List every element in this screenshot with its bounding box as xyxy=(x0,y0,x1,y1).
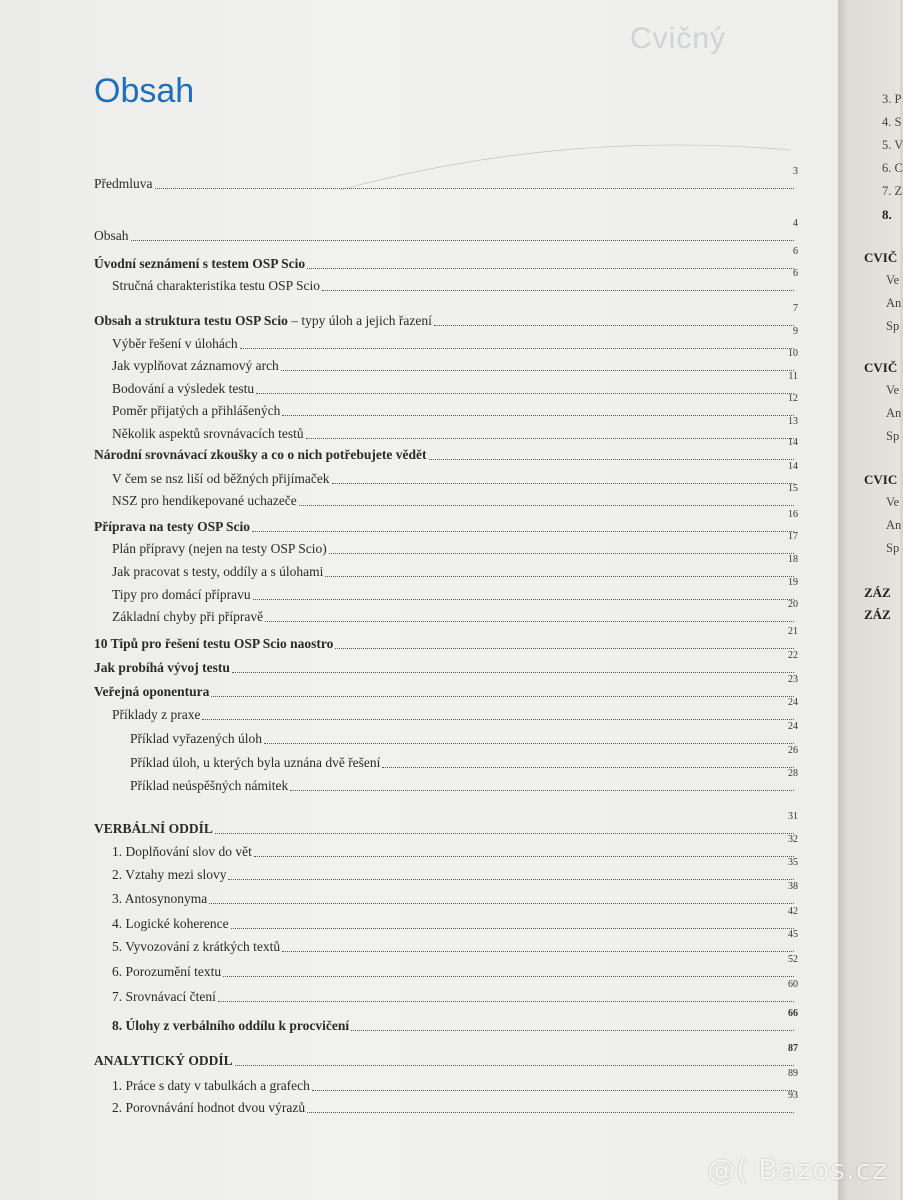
toc-leader-dots xyxy=(434,310,794,326)
toc-entry xyxy=(0,721,838,747)
toc-entry xyxy=(0,483,838,509)
adjacent-page-fragment: Sp xyxy=(886,429,900,443)
toc-entry xyxy=(0,1068,838,1094)
toc-entry xyxy=(0,348,838,374)
toc-entry xyxy=(0,650,838,676)
adjacent-page-fragment: ZÁZ xyxy=(864,607,891,622)
toc-entry-title: 8. Úlohy z verbálního oddílu k procvičení xyxy=(112,1018,350,1033)
toc-entry xyxy=(0,881,838,907)
toc-entry xyxy=(0,857,838,883)
toc-page-number: 45 xyxy=(788,929,798,940)
toc-entry-title: Příklady z praxe xyxy=(112,707,201,722)
toc-leader-dots xyxy=(228,864,794,880)
toc-page-number: 23 xyxy=(788,674,798,685)
adjacent-page xyxy=(838,0,903,1200)
toc-leader-dots xyxy=(307,253,794,269)
toc-page-number: 11 xyxy=(788,371,798,382)
adjacent-page-fragment: 7. Z xyxy=(882,184,903,198)
toc-entry-title: Několik aspektů srovnávacích testů xyxy=(112,426,304,441)
toc-entry xyxy=(0,554,838,580)
toc-entry-title: Tipy pro domácí přípravu xyxy=(112,587,251,602)
toc-entry-title: Bodování a výsledek testu xyxy=(112,381,255,396)
toc-entry-title: Jak pracovat s testy, oddíly a s úlohami xyxy=(112,564,324,579)
toc-page-number: 42 xyxy=(788,906,798,917)
toc-entry xyxy=(0,1008,838,1034)
toc-leader-dots xyxy=(231,913,794,929)
toc-page-number: 32 xyxy=(788,834,798,845)
watermark: @( Bazos.cz xyxy=(707,1153,888,1186)
toc-entry-title: 10 Tipů pro řešení testu OSP Scio naostro xyxy=(94,636,334,651)
adjacent-page-fragment: Sp xyxy=(886,541,900,555)
toc-entry-title: Jak vyplňovat záznamový arch xyxy=(112,358,279,373)
toc-leader-dots xyxy=(240,333,794,349)
page-title: Obsah xyxy=(94,72,195,110)
toc-page-number: 14 xyxy=(788,461,798,472)
toc-entry-title: Příklad vyřazených úloh xyxy=(130,731,262,746)
toc-leader-dots xyxy=(253,584,794,600)
toc-entry xyxy=(0,303,838,329)
bleed-through-heading: Cvičný xyxy=(630,22,727,55)
toc-page-number: 20 xyxy=(788,599,798,610)
toc-page-number: 87 xyxy=(788,1043,798,1054)
toc-entry-title: Stručná charakteristika testu OSP Scio xyxy=(112,278,320,293)
toc-entry xyxy=(0,577,838,603)
toc-page-number: 89 xyxy=(788,1068,798,1079)
toc-entry-title: Příklad neúspěšných námitek xyxy=(130,778,289,793)
toc-page-number: 10 xyxy=(788,348,798,359)
toc-entry-title: 7. Srovnávací čtení xyxy=(112,989,216,1004)
toc-entry xyxy=(0,166,838,192)
toc-leader-dots xyxy=(332,468,794,484)
toc-page-number: 12 xyxy=(788,393,798,404)
toc-entry-title: Úvodní seznámení s testem OSP Scio xyxy=(94,256,306,271)
toc-entry xyxy=(0,326,838,352)
toc-leader-dots xyxy=(215,818,794,834)
adjacent-page-fragment: CVIC xyxy=(864,472,898,487)
toc-leader-dots xyxy=(312,1075,794,1091)
toc-page-number: 16 xyxy=(788,509,798,520)
toc-page-number: 18 xyxy=(788,554,798,565)
toc-entry-title: ANALYTICKÝ ODDÍL xyxy=(94,1053,233,1068)
toc-page-number: 9 xyxy=(793,326,798,337)
toc-page-number: 13 xyxy=(788,416,798,427)
toc-entry-title: Předmluva xyxy=(94,176,153,191)
toc-leader-dots xyxy=(281,355,794,371)
toc-entry xyxy=(0,745,838,771)
toc-page-number: 6 xyxy=(793,246,798,257)
toc-entry-title: 6. Porozumění textu xyxy=(112,964,222,979)
toc-entry-title: 1. Doplňování slov do vět xyxy=(112,844,252,859)
toc-entry xyxy=(0,1043,838,1069)
toc-entry-title: NSZ pro hendikepované uchazeče xyxy=(112,493,297,508)
toc-entry xyxy=(0,979,838,1005)
adjacent-page-fragment: CVIČ xyxy=(864,250,898,265)
toc-entry xyxy=(0,768,838,794)
toc-leader-dots xyxy=(265,606,794,622)
toc-entry-title: Veřejná oponentura xyxy=(94,684,210,699)
toc-entry xyxy=(0,811,838,837)
toc-leader-dots xyxy=(209,888,794,904)
toc-entry xyxy=(0,437,838,463)
toc-leader-dots xyxy=(299,490,794,506)
toc-entry xyxy=(0,929,838,955)
toc-entry xyxy=(0,371,838,397)
toc-leader-dots xyxy=(322,275,794,291)
toc-page-number: 24 xyxy=(788,721,798,732)
toc-entry-title: 5. Vyvozování z krátkých textů xyxy=(112,939,281,954)
toc-entry-title: 4. Logické koherence xyxy=(112,916,229,931)
toc-leader-dots xyxy=(429,444,794,460)
toc-leader-dots xyxy=(306,423,794,439)
toc-leader-dots xyxy=(282,936,794,952)
toc-page-number: 3 xyxy=(793,166,798,177)
adjacent-page-fragment: 4. S xyxy=(882,115,902,129)
toc-leader-dots xyxy=(252,516,794,532)
toc-leader-dots xyxy=(232,657,794,673)
toc-entry xyxy=(0,531,838,557)
toc-entry-title: Plán přípravy (nejen na testy OSP Scio) xyxy=(112,541,327,556)
toc-page-number: 38 xyxy=(788,881,798,892)
toc-leader-dots xyxy=(235,1050,794,1066)
adjacent-page-fragment: An xyxy=(886,296,902,310)
toc-page-number: 31 xyxy=(788,811,798,822)
toc-leader-dots xyxy=(256,378,794,394)
toc-entry xyxy=(0,268,838,294)
toc-entry-title: V čem se nsz liší od běžných přijímaček xyxy=(112,471,330,486)
adjacent-page-fragment: Ve xyxy=(886,495,900,509)
toc-entry xyxy=(0,906,838,932)
toc-entry xyxy=(0,1090,838,1116)
toc-leader-dots xyxy=(307,1097,794,1113)
toc-entry-title: 1. Práce s daty v tabulkách a grafech xyxy=(112,1078,310,1093)
adjacent-page-fragment: Ve xyxy=(886,273,900,287)
toc-leader-dots xyxy=(382,752,794,768)
toc-entry-title: Příprava na testy OSP Scio xyxy=(94,519,250,534)
toc-page-number: 4 xyxy=(793,218,798,229)
toc-leader-dots xyxy=(329,538,794,554)
toc-page-number: 66 xyxy=(788,1008,798,1019)
toc-leader-dots xyxy=(223,961,794,977)
toc-entry-title: 2. Vztahy mezi slovy xyxy=(112,867,227,882)
toc-leader-dots xyxy=(264,728,794,744)
toc-entry xyxy=(0,599,838,625)
toc-leader-dots xyxy=(211,681,794,697)
toc-entry-title: 3. Antosynonyma xyxy=(112,891,208,906)
toc-entry-title: Jak probíhá vývoj testu xyxy=(94,660,230,675)
toc-page-number: 24 xyxy=(788,697,798,708)
toc-entry xyxy=(0,218,838,244)
toc-leader-dots xyxy=(282,400,794,416)
toc-page-number: 17 xyxy=(788,531,798,542)
toc-page-number: 21 xyxy=(788,626,798,637)
toc-leader-dots xyxy=(351,1015,794,1031)
toc-leader-dots xyxy=(218,986,794,1002)
toc-entry xyxy=(0,416,838,442)
toc-entry xyxy=(0,954,838,980)
toc-page-number: 93 xyxy=(788,1090,798,1101)
toc-page-number: 52 xyxy=(788,954,798,965)
toc-entry xyxy=(0,509,838,535)
toc-entry-title: Poměr přijatých a přihlášených xyxy=(112,403,281,418)
adjacent-page-fragment: CVIČ xyxy=(864,360,898,375)
adjacent-page-fragment: ZÁZ xyxy=(864,585,891,600)
toc-entry-title: Příklad úloh, u kterých byla uznána dvě řešení xyxy=(130,755,381,770)
toc-page-number: 14 xyxy=(788,437,798,448)
toc-leader-dots xyxy=(335,633,794,649)
toc-page-number: 19 xyxy=(788,577,798,588)
adjacent-page-fragment: 3. P xyxy=(882,92,902,106)
toc-leader-dots xyxy=(202,704,794,720)
toc-page-number: 7 xyxy=(793,303,798,314)
toc-entry xyxy=(0,697,838,723)
toc-leader-dots xyxy=(325,561,794,577)
adjacent-page-fragment: Sp xyxy=(886,319,900,333)
adjacent-page-fragment: Ve xyxy=(886,383,900,397)
toc-leader-dots xyxy=(155,173,795,189)
toc-entry xyxy=(0,393,838,419)
toc-page-number: 35 xyxy=(788,857,798,868)
toc-entry-title: Národní srovnávací zkoušky a co o nich potřebujete vědět xyxy=(94,447,427,462)
toc-leader-dots xyxy=(131,225,795,241)
toc-entry-title: Obsah a struktura testu OSP Scio – typy úloh a jejich řazení xyxy=(94,313,432,328)
toc-entry xyxy=(0,674,838,700)
toc-page-number: 15 xyxy=(788,483,798,494)
adjacent-page-fragment: 5. V xyxy=(882,138,903,152)
toc-leader-dots xyxy=(254,841,794,857)
adjacent-page-fragment: An xyxy=(886,406,902,420)
toc-page-number: 26 xyxy=(788,745,798,756)
toc-entry xyxy=(0,834,838,860)
toc-entry-title: 2. Porovnávání hodnot dvou výrazů xyxy=(112,1100,306,1115)
toc-entry xyxy=(0,626,838,652)
toc-page-number: 22 xyxy=(788,650,798,661)
toc-page-number: 28 xyxy=(788,768,798,779)
toc-entry-title: Výběr řešení v úlohách xyxy=(112,336,238,351)
adjacent-page-fragment: 8. xyxy=(882,207,892,222)
toc-entry-title: Obsah xyxy=(94,228,129,243)
adjacent-page-fragment: An xyxy=(886,518,902,532)
adjacent-page-fragment: 6. C xyxy=(882,161,903,175)
toc-leader-dots xyxy=(290,775,794,791)
toc-entry-title: VERBÁLNÍ ODDÍL xyxy=(94,821,213,836)
toc-entry xyxy=(0,246,838,272)
toc-page-number: 6 xyxy=(793,268,798,279)
toc-entry-title: Základní chyby při přípravě xyxy=(112,609,264,624)
toc-entry xyxy=(0,461,838,487)
toc-page-number: 60 xyxy=(788,979,798,990)
